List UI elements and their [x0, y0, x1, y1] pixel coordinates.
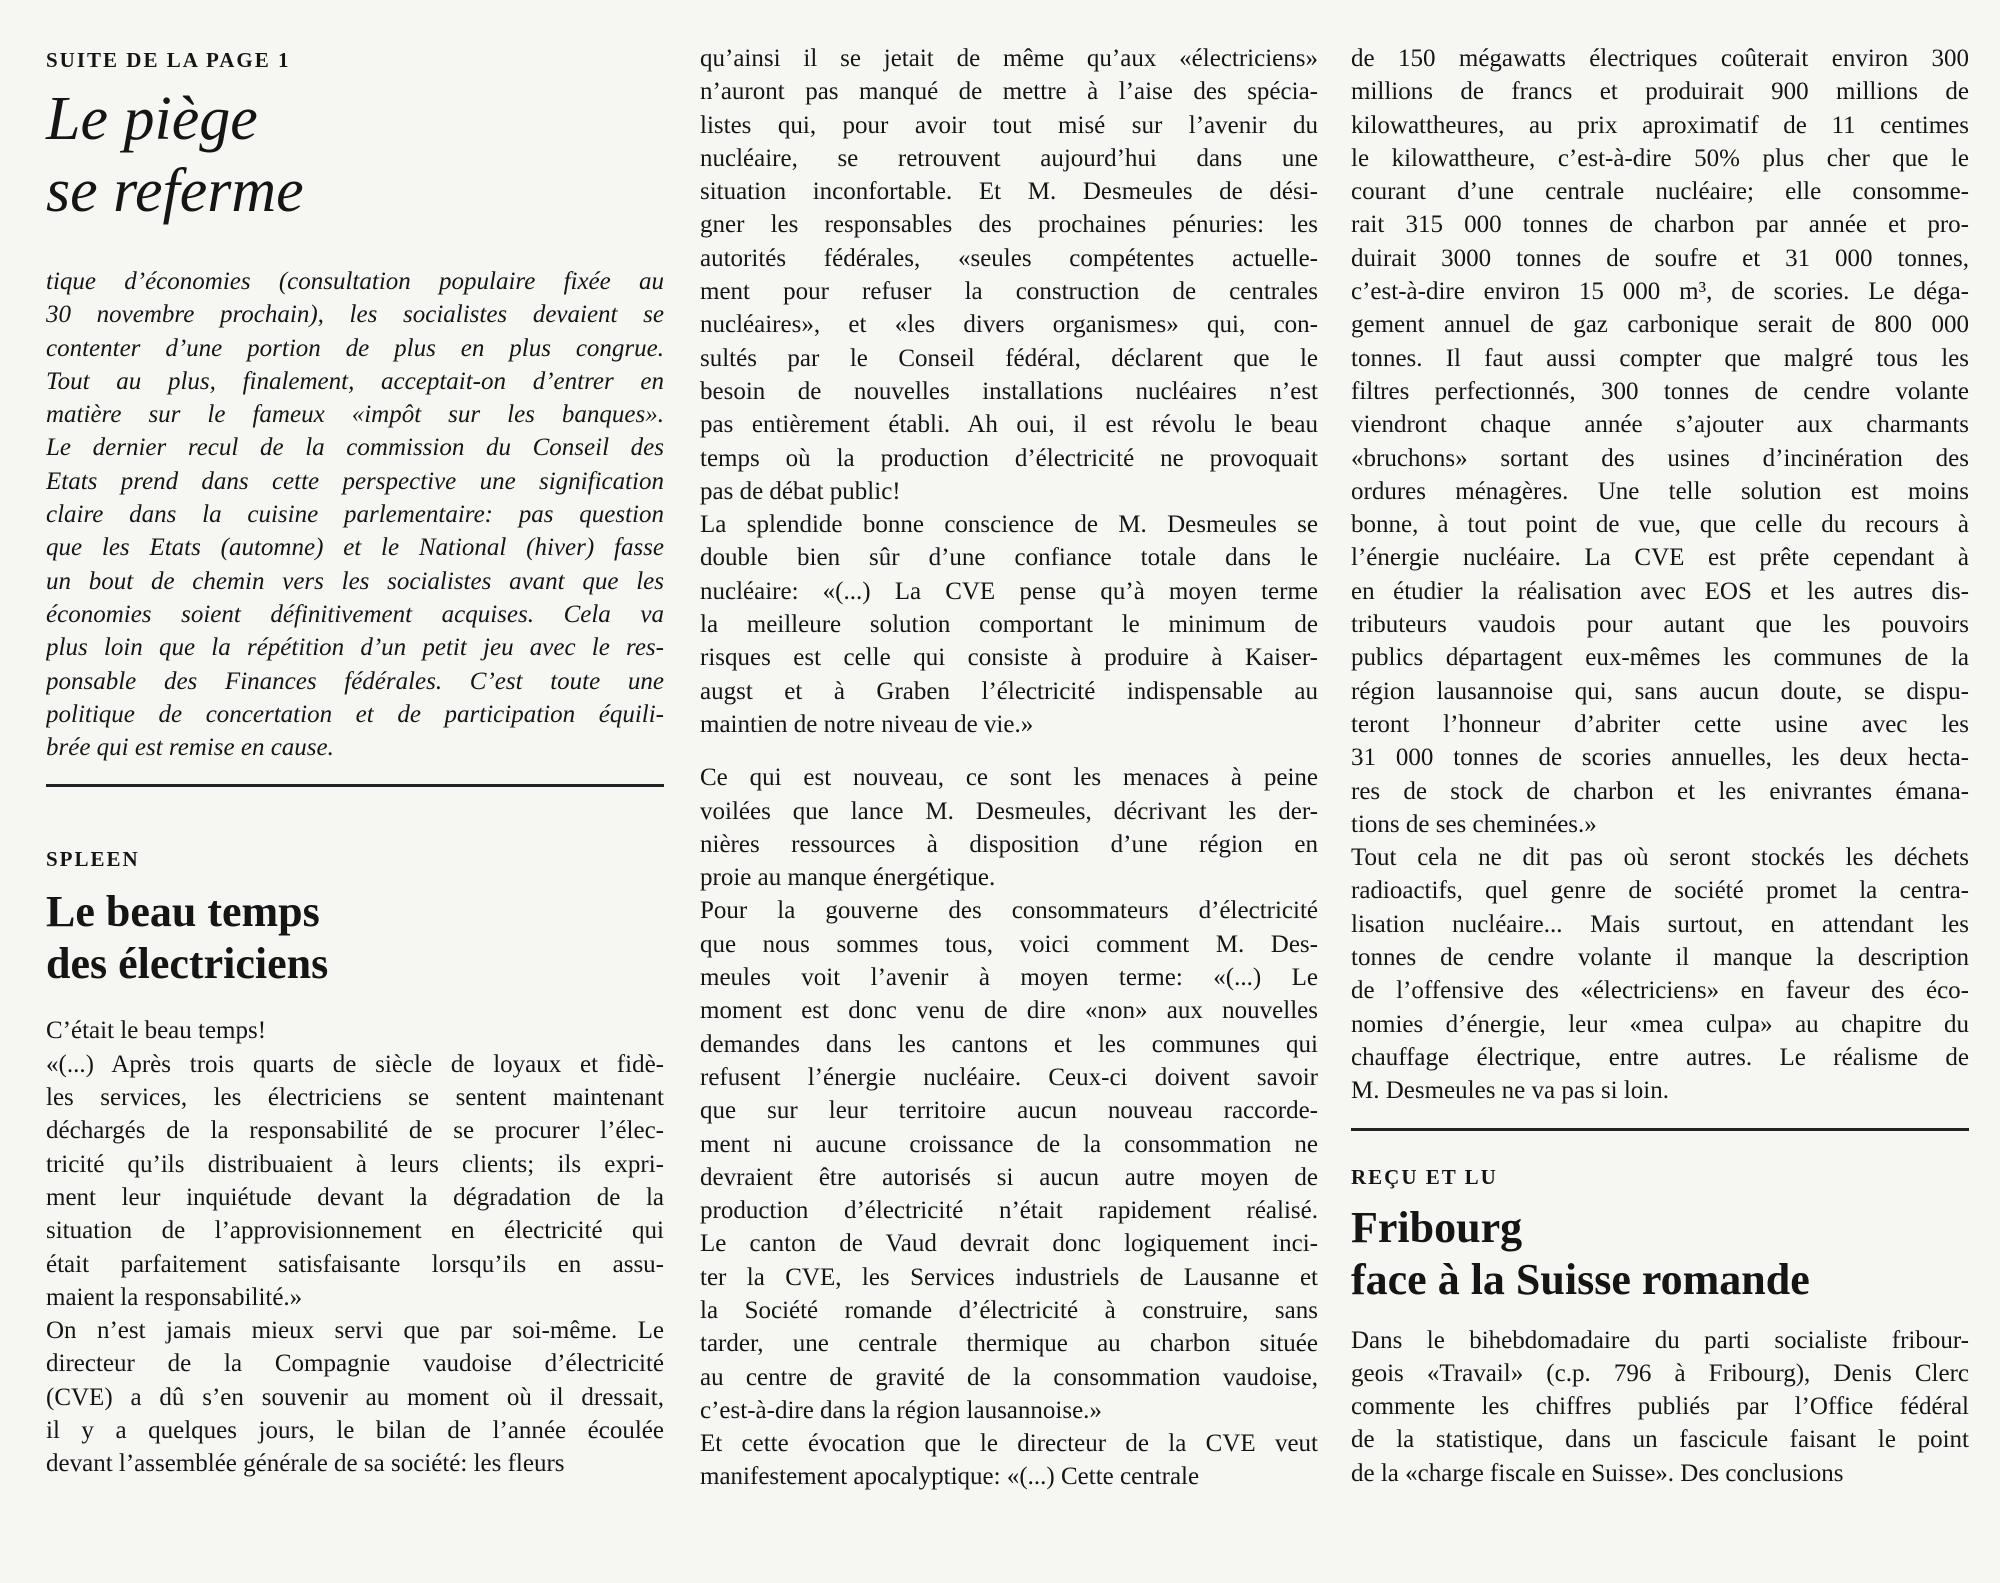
text-line: double bien sûr d’une confiance totale dans le [700, 544, 1318, 572]
text-line: région lausannoise qui, sans aucun doute, se dispu- [1351, 677, 1969, 705]
text-line: kilowattheures, au prix aproximatif de 11 centimes [1351, 111, 1969, 139]
text-line: augst et à Graben l’électricité indispensable au [700, 677, 1318, 705]
title-line: Fribourg [1351, 1202, 1523, 1252]
text-line: ment ni aucune croissance de la consommation ne [700, 1130, 1318, 1158]
text-line: «bruchons» sortant des usines d’incinération des [1351, 444, 1969, 472]
text-line: proie au manque énergétique. [700, 864, 996, 892]
text-line: M. Desmeules ne va pas si loin. [1351, 1077, 1670, 1105]
text-line: de l’offensive des «électriciens» en faveur des éco- [1351, 977, 1969, 1005]
text-line: 31 000 tonnes de scories annuelles, les deux hecta- [1351, 744, 1969, 772]
text-line: brée qui est remise en cause. [46, 734, 334, 762]
text-line: nucléaires», et «les divers organismes» qui, con- [700, 311, 1318, 339]
text-line: lisation nucléaire... Mais surtout, en attendant les [1351, 910, 1969, 938]
text-line: 30 novembre prochain), les socialistes devaient se [46, 301, 664, 329]
text-line: de 150 mégawatts électriques coûterait environ 300 [1351, 45, 1969, 72]
text-line: gement annuel de gaz carbonique serait de 800 000 [1351, 311, 1969, 339]
text-line: directeur de la Compagnie vaudoise d’électricité [46, 1350, 664, 1378]
paragraph-block [1351, 42, 1969, 1108]
text-line: sultés par le Conseil fédéral, déclarent que le [700, 344, 1318, 372]
text-line: tributeurs vaudois pour autant que les pouvoirs [1351, 611, 1969, 639]
text-line: la meilleure solution comportant le minimum de [700, 611, 1318, 639]
text-line: voilées que lance M. Desmeules, décrivant les der- [700, 797, 1318, 825]
text-line: que sur leur territoire aucun nouveau raccorde- [700, 1097, 1318, 1125]
text-line: plus loin que la répétition d’un petit jeu avec le res- [46, 634, 664, 662]
column-3 [1351, 42, 1969, 1490]
text-line: tions de ses cheminées.» [1351, 810, 1597, 838]
text-line: ponsable des Finances fédérales. C’est toute une [46, 667, 664, 695]
text-line: tonnes de cendre volante il manque la description [1351, 944, 1969, 972]
text-line: nières ressources à disposition d’une région en [700, 830, 1318, 858]
text-line: Le canton de Vaud devrait donc logiquement inci- [700, 1230, 1318, 1258]
text-line: meules voit l’avenir à moyen terme: «(...) Le [700, 964, 1318, 992]
text-line: Tout cela ne dit pas où seront stockés les déchets [1351, 844, 1969, 872]
text-line: qu’ainsi il se jetait de même qu’aux «électriciens» [700, 45, 1318, 72]
text-line: Le dernier recul de la commission du Conseil des [46, 434, 664, 462]
kicker-recu-et-lu: REÇU ET LU [1351, 1164, 1498, 1189]
text-line: politique de concertation et de participation équili- [46, 700, 664, 728]
text-line: tique d’économies (consultation populaire fixée au [46, 268, 664, 295]
text-line: rait 315 000 tonnes de charbon par année et pro- [1351, 211, 1969, 239]
text-line: tarder, une centrale thermique au charbon située [700, 1330, 1318, 1358]
text-line: pas entièrement établi. Ah oui, il est révolu le beau [700, 411, 1318, 439]
text-line: maient la responsabilité.» [46, 1283, 303, 1311]
title-line: Le piège [46, 85, 258, 153]
paragraph-gap [700, 741, 1318, 761]
text-line: chauffage électrique, entre autres. Le réalisme de [1351, 1043, 1969, 1071]
text-line: Pour la gouverne des consommateurs d’électricité [700, 897, 1318, 925]
text-line: ment pour refuser la construction de centrales [700, 278, 1318, 306]
article-body [46, 1014, 664, 1480]
title-line: des électriciens [46, 939, 329, 989]
text-line: radioactifs, quel genre de société promet la centra- [1351, 877, 1969, 905]
kicker-spleen: SPLEEN [46, 847, 140, 872]
article-title-fribourg [1351, 1202, 1969, 1306]
text-line: tonnes. Il faut aussi compter que malgré tous les [1351, 344, 1969, 372]
text-line: c’est-à-dire dans la région lausannoise.» [700, 1396, 1102, 1424]
intro-text [46, 265, 664, 764]
text-line: teront l’honneur d’abriter cette usine avec les [1351, 710, 1969, 738]
text-line: économies soient définitivement acquises. Cela va [46, 600, 664, 628]
text-line: autorités fédérales, «seules compétentes actuelle- [700, 244, 1318, 272]
text-line: situation inconfortable. Et M. Desmeules de dési- [700, 178, 1318, 206]
text-line: il y a quelques jours, le bilan de l’année écoulée [46, 1417, 664, 1445]
text-line: filtres perfectionnés, 300 tonnes de cendre volante [1351, 377, 1969, 405]
text-line: (CVE) a dû s’en souvenir au moment où il dressait, [46, 1383, 664, 1411]
column-2 [700, 42, 1318, 1494]
text-line: besoin de nouvelles installations nucléaires n’est [700, 377, 1318, 405]
text-line: l’énergie nucléaire. La CVE est prête cependant à [1351, 544, 1969, 572]
text-line: ter la CVE, les Services industriels de Lausanne et [700, 1263, 1318, 1291]
text-line: geois «Travail» (c.p. 796 à Fribourg), Denis Clerc [1351, 1359, 1969, 1387]
text-line: risques est celle qui consiste à produire à Kaiser- [700, 644, 1318, 672]
text-line: était parfaitement satisfaisante lorsqu’ils en assu- [46, 1250, 664, 1278]
text-line: viendront chaque année s’ajouter aux charmants [1351, 411, 1969, 439]
text-line: On n’est jamais mieux servi que par soi-même. Le [46, 1317, 664, 1345]
text-line: contenter d’une portion de plus en plus congrue. [46, 334, 664, 362]
text-line: c’est-à-dire environ 15 000 m³, de scories. Le déga- [1351, 278, 1969, 306]
text-line: C’était le beau temps! [46, 1017, 267, 1045]
text-line: La splendide bonne conscience de M. Desmeules se [700, 511, 1318, 539]
text-line: devant l’assemblée générale de sa société: les fleurs [46, 1450, 565, 1478]
text-line: la Société romande d’électricité à construire, sans [700, 1296, 1318, 1324]
text-line: temps où la production d’électricité ne provoquait [700, 444, 1318, 472]
text-line: manifestement apocalyptique: «(...) Cette centrale [700, 1463, 1200, 1491]
text-line: déchargés de la responsabilité de se procurer l’élec- [46, 1117, 664, 1145]
article-title-piege [46, 83, 664, 227]
text-line: publics départagent eux-mêmes les communes de la [1351, 644, 1969, 672]
text-line: au centre de gravité de la consommation vaudoise, [700, 1363, 1318, 1391]
paragraph-block [700, 761, 1318, 1494]
text-line: Et cette évocation que le directeur de la CVE veut [700, 1430, 1318, 1458]
text-line: claire dans la cuisine parlementaire: pas question [46, 501, 664, 529]
text-line: nomies d’énergie, leur «mea culpa» au chapitre du [1351, 1010, 1969, 1038]
kicker-suite: SUITE DE LA PAGE 1 [46, 48, 291, 72]
text-line: duirait 3000 tonnes de soufre et 31 000 tonnes, [1351, 244, 1969, 272]
text-line: Etats prend dans cette perspective une signification [46, 467, 664, 495]
paragraph-block [1351, 1324, 1969, 1490]
text-line: pas de débat public! [700, 477, 901, 505]
text-line: maintien de notre niveau de vie.» [700, 710, 1034, 738]
text-line: devraient être autorisés si aucun autre moyen de [700, 1163, 1318, 1191]
text-line: en étudier la réalisation avec EOS et les autres dis- [1351, 577, 1969, 605]
column-1 [46, 42, 664, 1481]
article-title-electriciens [46, 886, 664, 990]
text-line: Ce qui est nouveau, ce sont les menaces à peine [700, 764, 1318, 792]
text-line: courant d’une centrale nucléaire; elle consomme- [1351, 178, 1969, 206]
text-line: production d’électricité n’était rapidement réalisé. [700, 1197, 1318, 1225]
text-line: nucléaire, se retrouvent aujourd’hui dans une [700, 144, 1318, 172]
text-line: millions de francs et produirait 900 millions de [1351, 78, 1969, 106]
paragraph-block [700, 42, 1318, 741]
text-line: commente les chiffres publiés par l’Office fédéral [1351, 1393, 1969, 1421]
text-line: le kilowattheure, c’est-à-dire 50% plus cher que le [1351, 144, 1969, 172]
text-line: ment leur inquiétude devant la dégradation de la [46, 1183, 664, 1211]
text-line: Tout au plus, finalement, acceptait-on d’entrer en [46, 367, 664, 395]
title-line: Le beau temps [46, 887, 320, 937]
text-line: de la «charge fiscale en Suisse». Des conclusions [1351, 1459, 1844, 1487]
text-line: demandes dans les cantons et les communes qui [700, 1030, 1318, 1058]
text-line: que les Etats (automne) et le National (hiver) fasse [46, 534, 664, 562]
text-line: res de stock de charbon et les enivrantes émana- [1351, 777, 1969, 805]
text-line: refusent l’énergie nucléaire. Ceux-ci doivent savoir [700, 1063, 1318, 1091]
title-line: se referme [46, 157, 304, 225]
text-line: nucléaire: «(...) La CVE pense qu’à moyen terme [700, 577, 1318, 605]
text-line: un bout de chemin vers les socialistes avant que les [46, 567, 664, 595]
text-line: Dans le bihebdomadaire du parti socialiste fribour- [1351, 1326, 1969, 1354]
title-line: face à la Suisse romande [1351, 1254, 1810, 1304]
text-line: ordures ménagères. Une telle solution est moins [1351, 477, 1969, 505]
text-line: que nous sommes tous, voici comment M. Des- [700, 930, 1318, 958]
text-line: moment est donc venu de dire «non» aux nouvelles [700, 997, 1318, 1025]
text-line: «(...) Après trois quarts de siècle de loyaux et fidè- [46, 1050, 664, 1078]
text-line: gner les responsables des prochaines pénuries: les [700, 211, 1318, 239]
text-line: les services, les électriciens se sentent maintenant [46, 1084, 664, 1112]
text-line: tricité qu’ils distribuaient à leurs clients; ils expri- [46, 1150, 664, 1178]
text-line: n’auront pas manqué de mettre à l’aise des spécia- [700, 78, 1318, 106]
text-line: bonne, à tout point de vue, que celle du recours à [1351, 511, 1969, 539]
text-line: situation de l’approvisionnement en électricité qui [46, 1217, 664, 1245]
text-line: de la statistique, dans un fascicule faisant le point [1351, 1426, 1969, 1454]
text-line: matière sur le fameux «impôt sur les banques». [46, 401, 664, 429]
text-line: listes qui, pour avoir tout misé sur l’avenir du [700, 111, 1318, 139]
